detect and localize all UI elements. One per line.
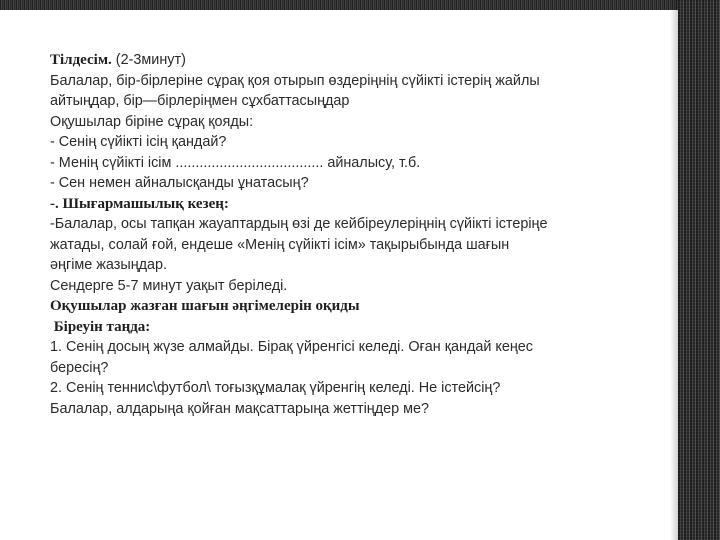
- text-line-2: айтыңдар, бір—бірлеріңмен сұхбаттасыңдар: [50, 93, 350, 109]
- right-decorative-border: [678, 0, 720, 540]
- text-line-14: Балалар, алдарыңа қойған мақсаттарыңа жеттіңдер ме?: [50, 400, 430, 417]
- bold-line-2: Біреуін таңда:: [50, 318, 151, 335]
- text-line-4: - Сенің сүйікті ісің қандай?: [50, 134, 227, 150]
- text-line-9: әңгіме жазыңдар.: [50, 257, 168, 273]
- text-line-6: - Сен немен айналысқанды ұнатасың?: [50, 175, 309, 191]
- title-note: (2-3минут): [111, 52, 186, 68]
- text-line-7: -Балалар, осы тапқан жауаптардың өзі де кейбіреулеріңнің сүйікті істеріңе: [50, 216, 548, 232]
- top-decorative-stripe: [0, 0, 720, 10]
- text-line-3: Оқушылар біріне сұрақ қояды:: [50, 113, 254, 130]
- title-line: [50, 50, 670, 71]
- text-line-12: бересің?: [50, 359, 109, 376]
- section-heading: -. Шығармашылық кезең:: [50, 195, 229, 212]
- bold-line-1: Оқушылар жазған шағын әңгімелерін оқиды: [50, 298, 360, 314]
- title-label: Тілдесім.: [50, 52, 112, 68]
- text-line-8: жатады, солай ғой, ендеше «Менің сүйікті ісім» тақырыбында шағын: [50, 236, 510, 253]
- text-line-11: 1. Сенің досың жүзе алмайды. Бірақ үйренгісі келеді. Оған қандай кеңес: [50, 339, 534, 355]
- text-line-1: Балалар, бір-бірлеріне сұрақ қоя отырып өздеріңнің сүйікті істерің жайлы: [50, 72, 540, 89]
- text-line-10: Сендерге 5-7 минут уақыт беріледі.: [50, 277, 288, 294]
- text-line-13: 2. Сенің теннис\футбол\ тоғызқұмалақ үйренгің келеді. Не істейсің?: [50, 380, 501, 396]
- text-line-5: - Менің сүйікті ісім ..................................... айналысу, т.б.: [50, 154, 421, 171]
- document-body: [50, 50, 670, 419]
